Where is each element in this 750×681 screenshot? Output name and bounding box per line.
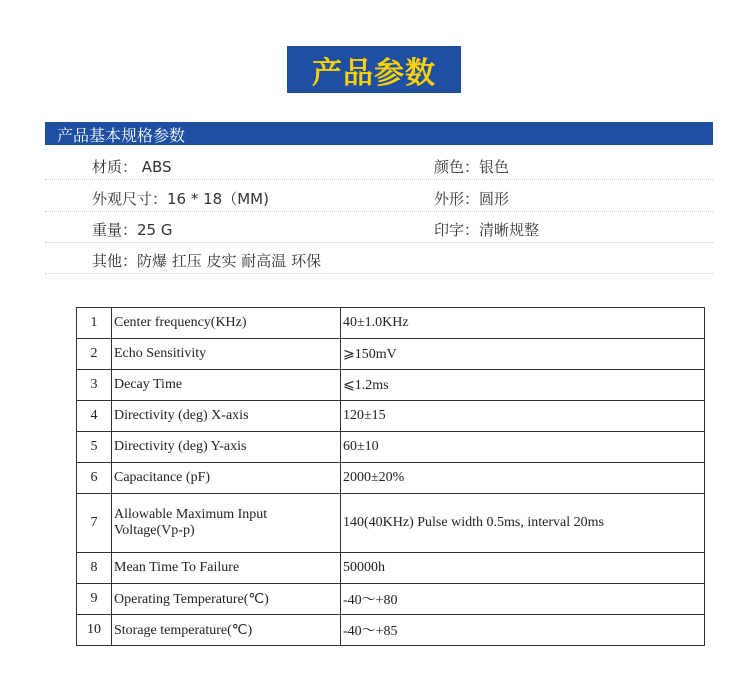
spec-weight: 重量：25 G (92, 221, 173, 239)
row-number: 1 (77, 308, 112, 339)
basic-spec-row (45, 242, 713, 274)
parameter-name: Operating Temperature(℃) (112, 584, 341, 615)
parameter-value: ⩽1.2ms (341, 370, 705, 401)
table-row (77, 308, 705, 339)
table-row (77, 401, 705, 432)
spec-material: 材质： ABS (92, 158, 172, 176)
parameter-name: Decay Time (112, 370, 341, 401)
table-row (77, 494, 705, 553)
page-title: 产品参数 (312, 55, 436, 91)
parameter-value: -40～+80 (341, 584, 705, 615)
row-number: 4 (77, 401, 112, 432)
section-title: 产品基本规格参数 (57, 126, 186, 145)
row-number: 2 (77, 339, 112, 370)
table-row (77, 615, 705, 646)
row-number: 8 (77, 553, 112, 584)
row-number: 10 (77, 615, 112, 646)
parameter-value: 50000h (341, 553, 705, 584)
row-number: 7 (77, 494, 112, 553)
spec-shape: 外形：圆形 (434, 190, 510, 208)
parameter-value: 140(40KHz) Pulse width 0.5ms, interval 20ms (341, 494, 705, 553)
parameter-name: Capacitance (pF) (112, 463, 341, 494)
table-row (77, 553, 705, 584)
basic-spec-row (45, 148, 713, 180)
parameter-value: 60±10 (341, 432, 705, 463)
parameter-name: Allowable Maximum Input Voltage(Vp-p) (112, 494, 341, 553)
parameter-value: -40～+85 (341, 615, 705, 646)
table-row (77, 432, 705, 463)
table-row (77, 339, 705, 370)
row-number: 5 (77, 432, 112, 463)
spec-color: 颜色：银色 (434, 158, 510, 176)
parameter-value: ⩾150mV (341, 339, 705, 370)
table-row (77, 463, 705, 494)
row-number: 6 (77, 463, 112, 494)
table-row (77, 370, 705, 401)
parameter-name: Center frequency(KHz) (112, 308, 341, 339)
parameter-value: 40±1.0KHz (341, 308, 705, 339)
parameter-name: Mean Time To Failure (112, 553, 341, 584)
section-header (45, 122, 713, 145)
parameter-name: Storage temperature(℃) (112, 615, 341, 646)
parameter-value: 120±15 (341, 401, 705, 432)
parameter-name: Echo Sensitivity (112, 339, 341, 370)
basic-spec-row (45, 180, 713, 212)
parameter-name: Directivity (deg) X-axis (112, 401, 341, 432)
spec-size: 外观尺寸：16 * 18（MM) (92, 190, 269, 208)
table-row (77, 584, 705, 615)
page-title-banner (287, 46, 461, 93)
parameter-table (76, 307, 705, 646)
row-number: 9 (77, 584, 112, 615)
row-number: 3 (77, 370, 112, 401)
spec-other: 其他：防爆 扛压 皮实 耐高温 环保 (92, 252, 322, 270)
spec-printing: 印字：清晰规整 (434, 221, 540, 239)
parameter-value: 2000±20% (341, 463, 705, 494)
basic-spec-row (45, 211, 713, 243)
parameter-name: Directivity (deg) Y-axis (112, 432, 341, 463)
